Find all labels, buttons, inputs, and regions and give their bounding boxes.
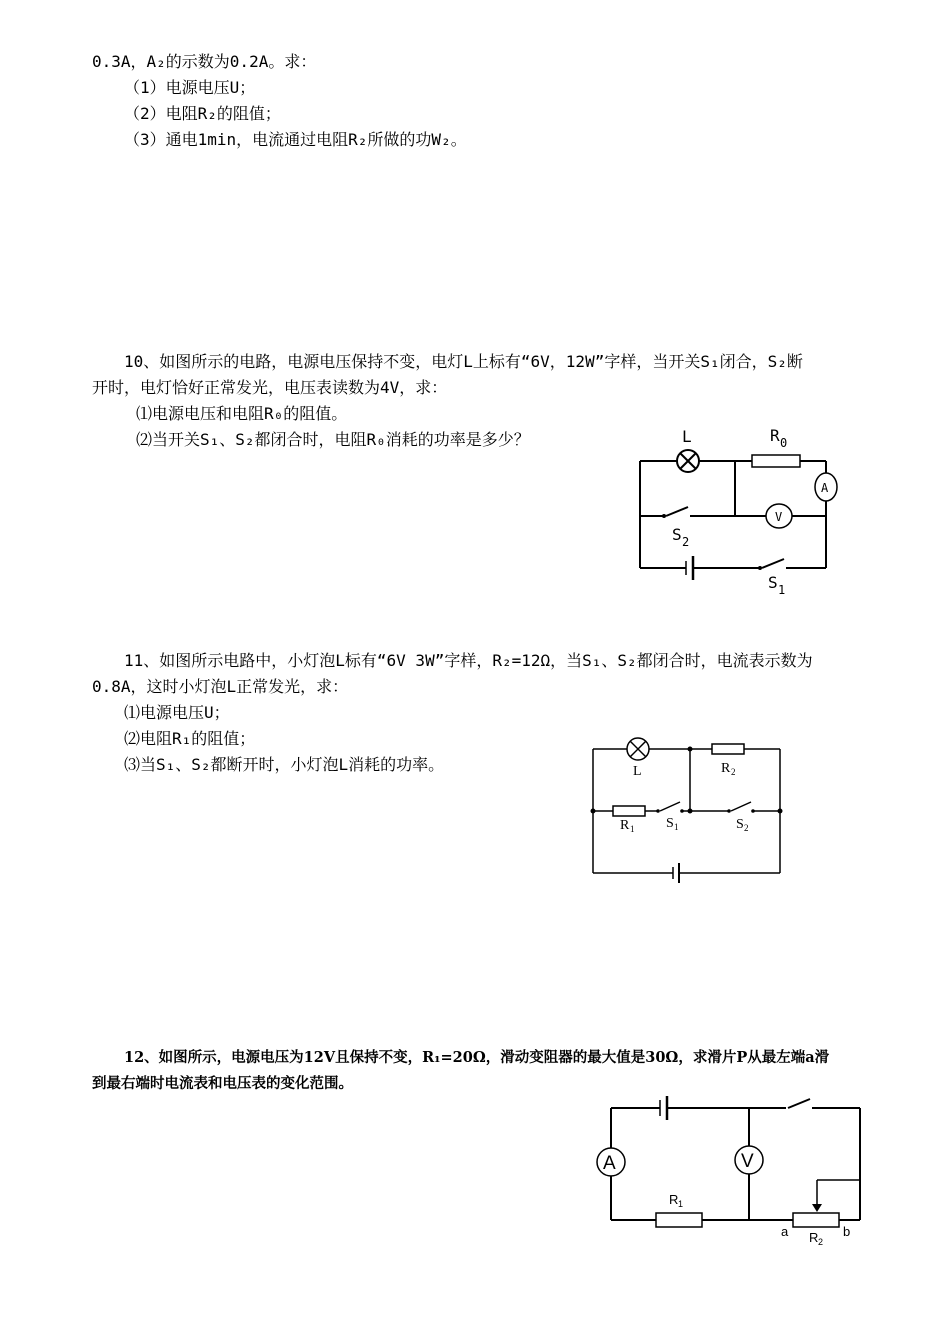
q11-line2: 0.8A，这时小灯泡L正常发光，求：: [92, 677, 349, 696]
q12-ammeter-symbol: A: [603, 1153, 616, 1174]
q10-s2-subscript: 2: [682, 535, 690, 549]
q12-r1-subscript: 1: [678, 1199, 684, 1209]
q11-line1: 11、如图所示电路中，小灯泡L标有“6V 3W”字样，R₂=12Ω，当S₁、S₂都闭合时，电流表示数为: [124, 651, 813, 670]
q11-r2-subscript: 2: [731, 767, 736, 777]
q9-sub3: （3）通电1min，电流通过电阻R₂所做的功W₂。: [124, 130, 467, 149]
q9-sub2: （2）电阻R₂的阻值；: [124, 104, 281, 123]
q11-s1-subscript: 1: [674, 822, 679, 832]
q12-end-b-label: b: [843, 1224, 851, 1239]
q12-r2-label: R: [809, 1230, 819, 1245]
q12-r2-subscript: 2: [818, 1237, 824, 1247]
q11-r1-subscript: 1: [630, 824, 635, 834]
q12-r1-label: R: [669, 1192, 679, 1207]
q10-voltmeter-symbol: V: [775, 510, 783, 524]
q10-ammeter-symbol: A: [821, 481, 829, 495]
q11-r2-label: R: [721, 761, 731, 776]
q11-sub3: ⑶当S₁、S₂都断开时，小灯泡L消耗的功率。: [124, 755, 445, 774]
q10-s2-label: S: [672, 525, 682, 544]
q10-s1-subscript: 1: [778, 583, 786, 597]
q10-line1: 10、如图所示的电路，电源电压保持不变，电灯L上标有“6V，12W”字样，当开关S₁闭合，S₂断: [124, 352, 803, 371]
q11-r1-label: R: [620, 818, 630, 833]
q9-sub1: （1）电源电压U；: [124, 78, 256, 97]
q11-lamp-label: L: [633, 764, 642, 779]
q11-s2-label: S: [736, 817, 744, 832]
q10-r0-label: R: [770, 426, 780, 445]
q10-sub2: ⑵当开关S₁、S₂都闭合时，电阻R₀消耗的功率是多少？: [136, 430, 530, 449]
q11-s2-subscript: 2: [744, 823, 749, 833]
q9-line1: 0.3A，A₂的示数为0.2A。求：: [92, 52, 317, 71]
q11-s1-label: S: [666, 816, 674, 831]
q12-line2: 到最右端时电流表和电压表的变化范围。: [92, 1075, 353, 1092]
q10-lamp-label: L: [682, 427, 692, 446]
q10-s1-label: S: [768, 573, 778, 592]
q10-sub1: ⑴电源电压和电阻R₀的阻值。: [136, 404, 348, 423]
q11-sub1: ⑴电源电压U；: [124, 703, 230, 722]
q10-r0-subscript: 0: [780, 436, 788, 450]
q12-voltmeter-symbol: V: [741, 1151, 754, 1172]
q10-line2: 开时，电灯恰好正常发光，电压表读数为4V，求：: [92, 378, 448, 397]
q12-line1: 12、如图所示，电源电压为12V且保持不变，R₁=20Ω，滑动变阻器的最大值是30Ω，求滑片P从最左端a滑: [124, 1049, 830, 1066]
q11-sub2: ⑵电阻R₁的阻值；: [124, 729, 256, 748]
q12-end-a-label: a: [781, 1224, 789, 1239]
